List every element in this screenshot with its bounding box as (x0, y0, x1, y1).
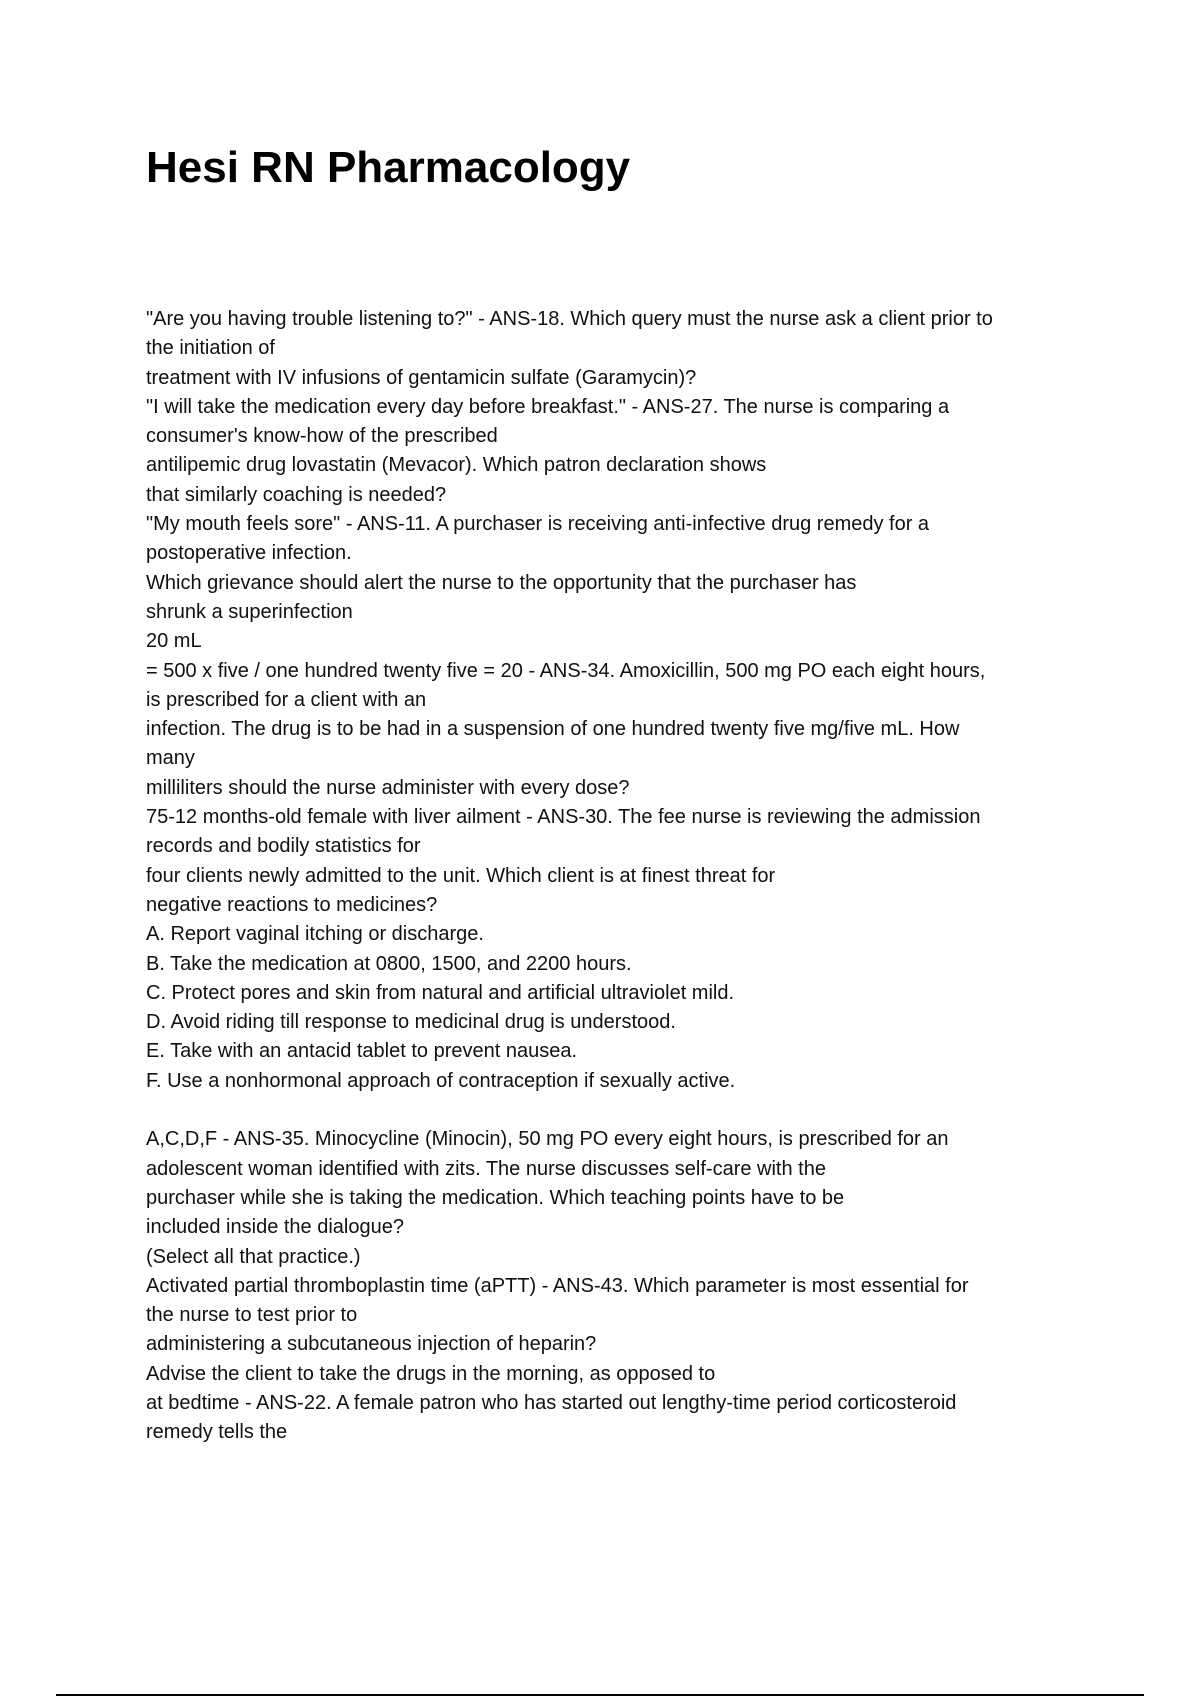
text-line: antilipemic drug lovastatin (Mevacor). Which patron declaration shows (146, 454, 767, 477)
text-line: F. Use a nonhormonal approach of contraception if sexually active. (146, 1069, 736, 1092)
paragraph-gap (146, 1096, 1086, 1125)
text-line: the initiation of (146, 337, 275, 360)
text-line: A,C,D,F - ANS-35. Minocycline (Minocin), 50 mg PO every eight hours, is prescribed for an (146, 1128, 949, 1151)
text-line: (Select all that practice.) (146, 1245, 361, 1268)
text-line: A. Report vaginal itching or discharge. (146, 923, 484, 946)
text-line: treatment with IV infusions of gentamicin sulfate (Garamycin)? (146, 366, 697, 389)
text-line: Activated partial thromboplastin time (aPTT) - ANS-43. Which parameter is most essential for (146, 1274, 969, 1297)
text-line: B. Take the medication at 0800, 1500, and 2200 hours. (146, 952, 632, 975)
text-line: E. Take with an antacid tablet to prevent nausea. (146, 1040, 578, 1063)
text-line: Advise the client to take the drugs in the morning, as opposed to (146, 1362, 716, 1385)
text-line: four clients newly admitted to the unit. Which client is at finest threat for (146, 864, 776, 887)
text-line: Which grievance should alert the nurse to the opportunity that the purchaser has (146, 571, 857, 594)
text-line: remedy tells the (146, 1421, 288, 1444)
text-line: many (146, 747, 195, 770)
text-line: C. Protect pores and skin from natural and artificial ultraviolet mild. (146, 981, 735, 1004)
document-title: Hesi RN Pharmacology (146, 143, 631, 192)
text-line: D. Avoid riding till response to medicinal drug is understood. (146, 1011, 676, 1034)
text-line: shrunk a superinfection (146, 600, 353, 623)
text-line: is prescribed for a client with an (146, 688, 427, 711)
footer-rule (56, 1694, 1144, 1696)
text-line: administering a subcutaneous injection of heparin? (146, 1333, 597, 1356)
text-line: 20 mL (146, 630, 202, 653)
text-line: "I will take the medication every day before breakfast." - ANS-27. The nurse is comparing a (146, 395, 950, 418)
text-line: "Are you having trouble listening to?" - ANS-18. Which query must the nurse ask a client prior to (146, 308, 993, 330)
text-line: records and bodily statistics for (146, 835, 421, 858)
text-line: adolescent woman identified with zits. The nurse discusses self-care with the (146, 1157, 826, 1180)
text-line: 75-12 months-old female with liver ailment - ANS-30. The fee nurse is reviewing the admission (146, 806, 981, 829)
text-line: purchaser while she is taking the medication. Which teaching points have to be (146, 1186, 845, 1209)
text-line: included inside the dialogue? (146, 1216, 404, 1239)
text-line: milliliters should the nurse administer with every dose? (146, 776, 630, 799)
text-line: infection. The drug is to be had in a suspension of one hundred twenty five mg/five mL. How (146, 718, 960, 741)
text-line: "My mouth feels sore" - ANS-11. A purchaser is receiving anti-infective drug remedy for a (146, 513, 930, 536)
text-line: that similarly coaching is needed? (146, 483, 447, 506)
text-line: negative reactions to medicines? (146, 893, 438, 916)
text-line: consumer's know-how of the prescribed (146, 425, 498, 448)
text-line: the nurse to test prior to (146, 1304, 358, 1327)
text-line: = 500 x five / one hundred twenty five = 20 - ANS-34. Amoxicillin, 500 mg PO each eight hours, (146, 659, 986, 682)
document-body (146, 305, 1086, 1448)
text-line: postoperative infection. (146, 542, 352, 565)
text-line: at bedtime - ANS-22. A female patron who has started out lengthy-time period corticosteroid (146, 1391, 957, 1414)
